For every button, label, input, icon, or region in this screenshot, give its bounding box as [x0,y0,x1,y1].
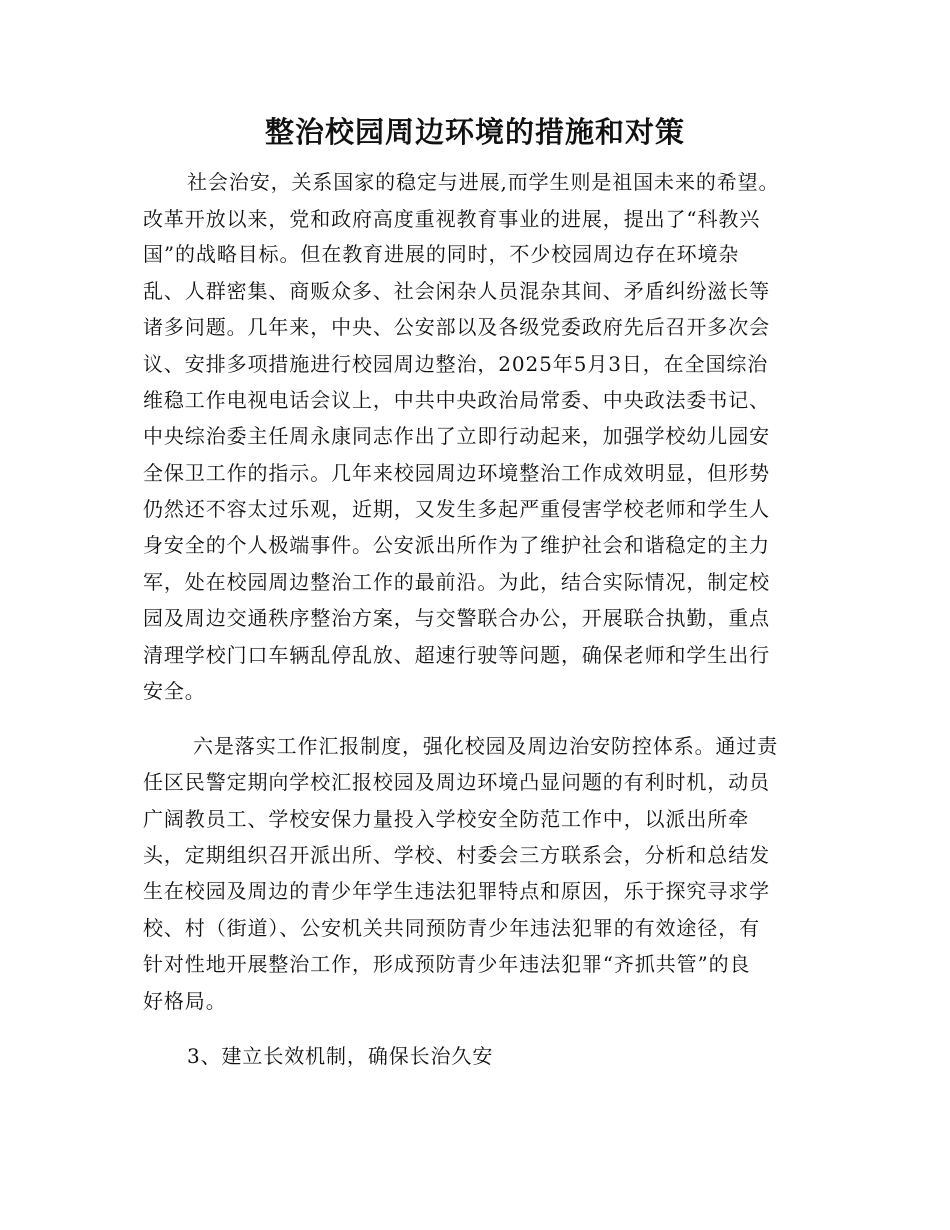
paragraph-line: 仍然还不容太过乐观，近期，又发生多起严重侵害学校老师和学生人 [143,497,770,521]
paragraph-line: 维稳工作电视电话会议上，中共中央政治局常委、中央政法委书记、 [143,388,770,412]
paragraph-line: 身安全的个人极端事件。公安派出所作为了维护社会和谐稳定的主力 [143,533,770,557]
paragraph-line: 六是落实工作汇报制度，强化校园及周边治安防控体系。通过责 [193,734,779,758]
paragraph-line: 诸多问题。几年来，中央、公安部以及各级党委政府先后召开多次会 [143,315,770,339]
paragraph-line: 全保卫工作的指示。几年来校园周边环境整治工作成效明显，但形势 [143,461,770,485]
paragraph-line: 议、安排多项措施进行校园周边整治，2025年5月3日，在全国综治 [143,352,769,376]
paragraph-line: 园及周边交通秩序整治方案，与交警联合办公，开展联合执勤，重点 [143,606,770,630]
paragraph-line: 安全。 [143,679,206,703]
paragraph-line: 生在校园及周边的青少年学生违法犯罪特点和原因，乐于探究寻求学 [143,879,770,903]
document-title: 整治校园周边环境的措施和对策 [264,115,685,149]
paragraph-line: 改革开放以来，党和政府高度重视教育事业的进展，提出了“科教兴 [143,207,761,231]
paragraph-line: 社会治安，关系国家的稳定与进展,而学生则是祖国未来的希望。 [187,170,780,194]
paragraph-line: 好格局。 [143,989,227,1013]
paragraph-line: 任区民警定期向学校汇报校园及周边环境凸显问题的有利时机，动员 [143,770,770,794]
paragraph-line: 头，定期组织召开派出所、学校、村委会三方联系会，分析和总结发 [143,843,770,867]
paragraph-line: 军，处在校园周边整治工作的最前沿。为此，结合实际情况，制定校 [143,570,770,594]
paragraph-line: 中央综治委主任周永康同志作出了立即行动起来，加强学校幼儿园安 [143,424,770,448]
paragraph-line: 校、村（街道）、公安机关共同预防青少年违法犯罪的有效途径，有 [143,916,760,940]
paragraph-line: 国”的战略目标。但在教育进展的同时，不少校园周边存在环境杂 [143,242,740,266]
section-heading: 3、建立长效机制，确保长治久安 [187,1044,494,1068]
paragraph-line: 针对性地开展整治工作，形成预防青少年违法犯罪“齐抓共管”的良 [143,952,751,976]
paragraph-line: 乱、人群密集、商贩众多、社会闲杂人员混杂其间、矛盾纠纷滋长等 [143,279,770,303]
paragraph-line: 清理学校门口车辆乱停乱放、超速行驶等问题，确保老师和学生出行 [143,643,770,667]
paragraph-line: 广阔教员工、学校安保力量投入学校安全防范工作中，以派出所牵 [143,807,750,831]
